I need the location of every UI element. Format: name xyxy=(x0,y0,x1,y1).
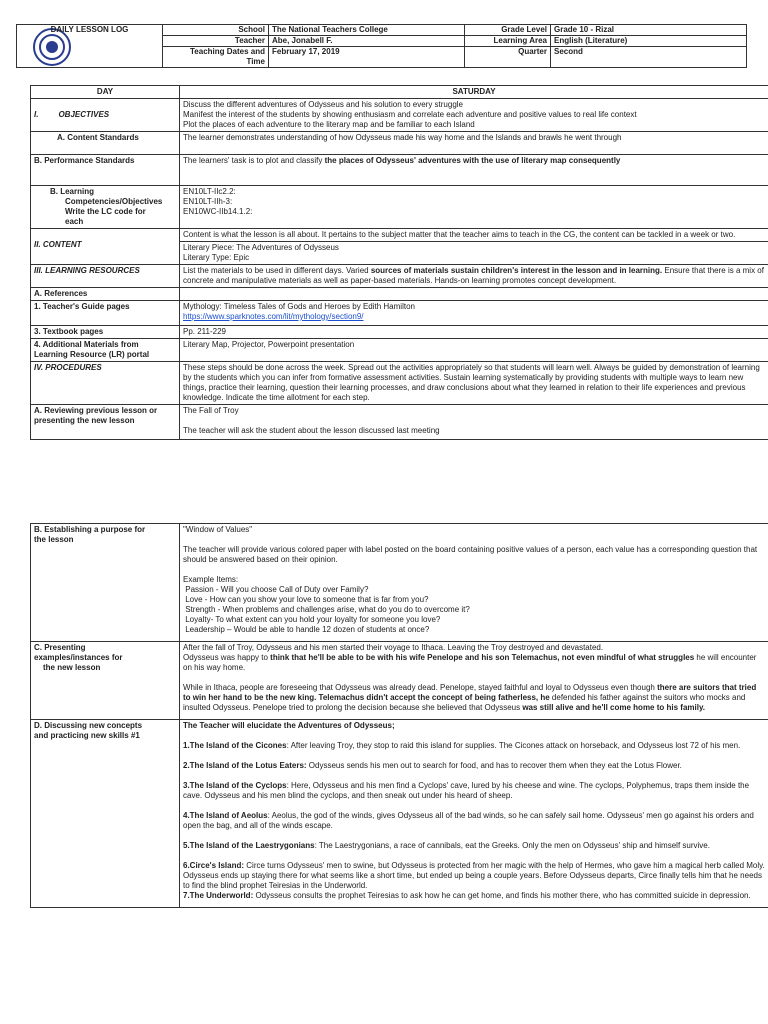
purpose-title: "Window of Values" xyxy=(183,525,253,534)
resources-value: List the materials to be used in different days. Varied sources of materials sustain children's interest in the lesson and in learning. Ensure that there is a mix of concrete and manipulative materials as well as paper-based materials. Hands-on learning promotes concept development. xyxy=(180,265,768,288)
references-empty xyxy=(180,288,768,301)
day-value: SATURDAY xyxy=(180,86,768,99)
additional-materials-value: Literary Map, Projector, Powerpoint presentation xyxy=(180,339,768,362)
presenting-paragraph-1: After the fall of Troy, Odysseus and his men started their voyage to Ithaca. Leaving the Troy destroyed and devastated. xyxy=(183,643,604,652)
review-activity: The teacher will ask the student about the lesson discussed last meeting xyxy=(183,426,440,435)
area-value: English (Literature) xyxy=(551,36,747,47)
island-item: 6.Circe's Island: Circe turns Odysseus' men to swine, but Odysseus is protected from her magic with the help of Hermes, who gave him a magical herb called Moly. Odysseus ends up staying there for what seems like a short time, but ended up being a couple years. Before Odysseus departs, Circe finally tells him that he needs to find the blind prophet Teiresias in the Underworld. xyxy=(183,861,765,890)
teacher-label: Teacher xyxy=(163,36,269,47)
purpose-description: The teacher will provide various colored paper with label posted on the board containing positive values of a person, each value has a corresponding question that should be answered based on their opinion. xyxy=(183,545,758,564)
day-row xyxy=(31,86,768,99)
reference-link[interactable]: https://www.sparknotes.com/lit/mythology/section9/ xyxy=(183,312,364,321)
discussing-intro: The Teacher will elucidate the Adventures of Odysseus; xyxy=(183,721,395,730)
literary-piece: Literary Piece: The Adventures of Odysseus xyxy=(183,243,339,252)
purpose-value xyxy=(180,524,768,642)
example-item: Leadership – Would be able to handle 12 dozen of students at once? xyxy=(183,625,430,634)
school-value: The National Teachers College xyxy=(269,25,465,36)
lesson-table-page1 xyxy=(30,85,768,440)
objective-item: Discuss the different adventures of Odysseus and his solution to every struggle xyxy=(183,100,464,109)
literary-type: Literary Type: Epic xyxy=(183,253,250,262)
dates-label: Teaching Dates and Time xyxy=(163,47,269,68)
content-standards-label: A. Content Standards xyxy=(31,132,180,155)
competencies-row xyxy=(31,186,768,229)
teachers-guide-label: 1. Teacher's Guide pages xyxy=(31,301,180,326)
reference-book: Mythology: Timeless Tales of Gods and Heroes by Edith Hamilton xyxy=(183,302,415,311)
island-item: 2.The Island of the Lotus Eaters: Odysseus sends his men out to search for food, and has to recover them when they eat the Lotus Flower. xyxy=(183,761,682,770)
example-item: Love - How can you show your love to someone that is far from you? xyxy=(183,595,429,604)
procedures-value: These steps should be done across the week. Spread out the activities appropriately so that students will learn well. Always be guided by demonstration of learning by the students which you can infer from formative assessment activities. Sustain learning systematically by providing students with multiple ways to learn new things, practice their learning, question their learning processes, and draw conclusions about what they learned in relation to their life experiences and previous knowledge. Indicate the time allotment for each step. xyxy=(180,362,768,405)
presenting-row xyxy=(31,642,768,720)
competencies-codes xyxy=(180,186,768,229)
objective-item: Plot the places of each adventure to the literary map and be familiar to each Island xyxy=(183,120,475,129)
content-label: II. CONTENT xyxy=(31,229,180,265)
content-standards-row xyxy=(31,132,768,155)
header-title-cell xyxy=(17,25,163,68)
presenting-paragraph-3: While in Ithaca, people are foreseeing that Odysseus was already dead. Penelope, stayed faithful and loyal to Odysseus even though there are suitors that tried to win her hand to be the new king. Telemachus didn't accept the concept of being fatherless, he defended his father against the suitors who mocks and insulted Odysseus. Penelope tried to prolong the decision because she believed that Odysseus was still alive and he'll come home to his family. xyxy=(183,683,757,712)
additional-materials-row xyxy=(31,339,768,362)
content-note: Content is what the lesson is all about. It pertains to the subject matter that the teacher aims to teach in the CG, the content can be tackled in a week or two. xyxy=(180,229,768,242)
area-label: Learning Area xyxy=(465,36,551,47)
discussing-row xyxy=(31,720,768,908)
island-item: 1.The Island of the Cicones: After leaving Troy, they stop to raid this island for supplies. The Cicones attack on horseback, and Odysseus lost 72 of his men. xyxy=(183,741,741,750)
objectives-cell xyxy=(180,99,768,132)
teachers-guide-row xyxy=(31,301,768,326)
references-label: A. References xyxy=(31,288,180,301)
island-item: 3.The Island of the Cyclops: Here, Odysseus and his men find a Cyclops' cave, lured by his cheese and wine. The cyclops, Polyphemus, traps them inside the cave. Odysseus and his men blind the cyclops, and then sneak out under his heard of sheep. xyxy=(183,781,750,800)
quarter-label: Quarter xyxy=(465,47,551,68)
lesson-table-page2 xyxy=(30,523,768,908)
lc-code: EN10WC-IIb14.1.2: xyxy=(183,207,253,216)
procedures-label: IV. PROCEDURES xyxy=(31,362,180,405)
textbook-row xyxy=(31,326,768,339)
reviewing-row xyxy=(31,405,768,440)
lc-code: EN10LT-IIh-3: xyxy=(183,197,233,206)
header-table xyxy=(16,24,747,68)
references-row xyxy=(31,288,768,301)
examples-title: Example Items: xyxy=(183,575,239,584)
teachers-guide-value xyxy=(180,301,768,326)
log-title: DAILY LESSON LOG xyxy=(50,25,129,34)
resources-label: III. LEARNING RESOURCES xyxy=(31,265,180,288)
island-item: 5.The Island of the Laestrygonians: The Laestrygonians, a race of cannibals, eat the Greeks. Only the men on Odysseus' ship and himself survive. xyxy=(183,841,710,850)
reviewing-label: A. Reviewing previous lesson or presenting the new lesson xyxy=(31,405,180,440)
purpose-row xyxy=(31,524,768,642)
textbook-value: Pp. 211-229 xyxy=(180,326,768,339)
grade-value: Grade 10 - Rizal xyxy=(551,25,747,36)
objectives-row xyxy=(31,99,768,132)
dates-value: February 17, 2019 xyxy=(269,47,465,68)
objective-item: Manifest the interest of the students by showing enthusiasm and correlate each adventure and positive values to real life context xyxy=(183,110,637,119)
content-standards-value: The learner demonstrates understanding of how Odysseus made his way home and the Islands and brawls he went through xyxy=(180,132,768,155)
grade-label: Grade Level xyxy=(465,25,551,36)
quarter-value: Second xyxy=(551,47,747,68)
teacher-value: Abe, Jonabell F. xyxy=(269,36,465,47)
objectives-label: I. OBJECTIVES xyxy=(31,99,180,132)
content-piece xyxy=(180,242,768,265)
presenting-label: C. Presenting examples/instances for the new lesson xyxy=(31,642,180,720)
island-item: 7.The Underworld: Odysseus consults the prophet Teiresias to ask how he can get home, and finds his mother there, who has committed suicide in depression. xyxy=(183,891,751,900)
discussing-value xyxy=(180,720,768,908)
school-label: School xyxy=(163,25,269,36)
reviewing-value xyxy=(180,405,768,440)
example-item: Loyalty- To what extent can you hold your loyalty for someone you love? xyxy=(183,615,441,624)
lc-code: EN10LT-IIc2.2: xyxy=(183,187,236,196)
performance-standards-label: B. Performance Standards xyxy=(31,155,180,186)
procedures-row xyxy=(31,362,768,405)
discussing-label: D. Discussing new concepts and practicing new skills #1 xyxy=(31,720,180,908)
resources-row xyxy=(31,265,768,288)
example-item: Strength - When problems and challenges arise, what do you do to overcome it? xyxy=(183,605,470,614)
review-topic: The Fall of Troy xyxy=(183,406,239,415)
performance-standards-row xyxy=(31,155,768,186)
additional-materials-label: 4. Additional Materials from Learning Resource (LR) portal xyxy=(31,339,180,362)
presenting-value xyxy=(180,642,768,720)
textbook-label: 3. Textbook pages xyxy=(31,326,180,339)
performance-standards-value: The learners' task is to plot and classify the places of Odysseus' adventures with the use of literary map consequently xyxy=(180,155,768,186)
content-row xyxy=(31,229,768,242)
purpose-label: B. Establishing a purpose for the lesson xyxy=(31,524,180,642)
example-item: Passion - Will you choose Call of Duty over Family? xyxy=(183,585,369,594)
competencies-label: B. Learning Competencies/Objectives Write the LC code for each xyxy=(31,186,180,229)
island-item: 4.The Island of Aeolus: Aeolus, the god of the winds, gives Odysseus all of the bad winds, so he can safely sail home. Odysseus' men go against his orders and open the bag, and all of the winds escape. xyxy=(183,811,754,830)
presenting-paragraph-2: Odysseus was happy to think that he'll be able to be with his wife Penelope and his son Telemachus, not even mindful of what struggles he will encounter on his way home. xyxy=(183,653,757,672)
day-label: DAY xyxy=(31,86,180,99)
